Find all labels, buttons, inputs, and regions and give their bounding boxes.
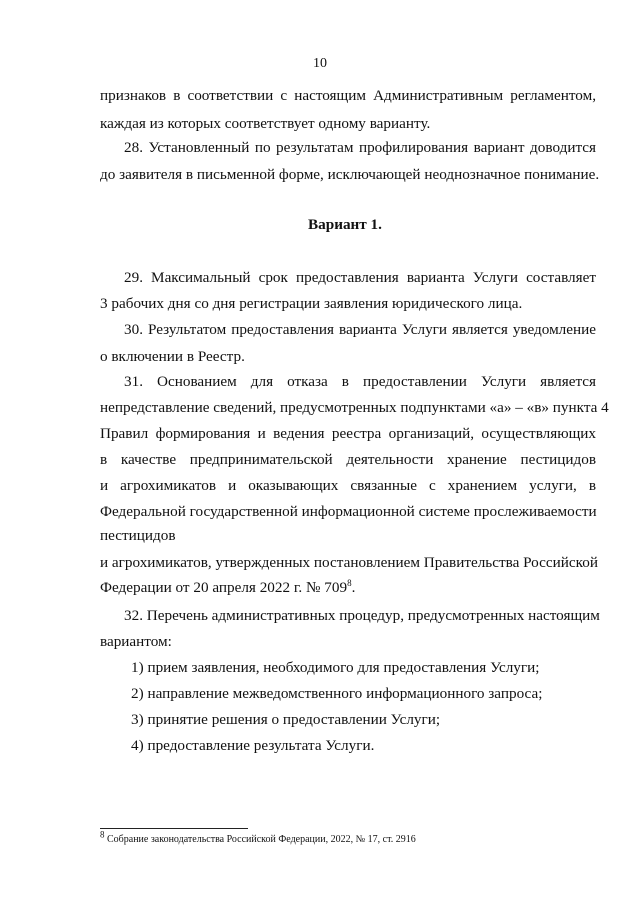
footnote-divider bbox=[100, 828, 248, 829]
text-line: Правил формирования и ведения реестра организаций, осуществляющих bbox=[100, 425, 596, 442]
text-line: в качестве предпринимательской деятельности хранение пестицидов bbox=[100, 451, 596, 468]
text-line: 32. Перечень административных процедур, предусмотренных настоящим bbox=[124, 607, 600, 624]
list-item: 3) принятие решения о предоставлении Услуги; bbox=[131, 711, 441, 728]
section-heading: Вариант 1. bbox=[308, 216, 382, 233]
list-item: 2) направление межведомственного информационного запроса; bbox=[131, 685, 543, 702]
footnote-number: 8 bbox=[100, 829, 105, 840]
text-line-content: Федерации от 20 апреля 2022 г. № 709 bbox=[100, 579, 348, 596]
text-line: 31. Основанием для отказа в предоставлении Услуги является bbox=[124, 373, 596, 390]
text-line: 3 рабочих дня со дня регистрации заявления юридического лица. bbox=[100, 295, 523, 312]
text-line: каждая из которых соответствует одному варианту. bbox=[100, 115, 431, 132]
footnote-text: Собрание законодательства Российской Федерации, 2022, № 17, ст. 2916 bbox=[107, 834, 416, 845]
page-number: 10 bbox=[313, 56, 327, 71]
text-line: непредставление сведений, предусмотренных подпунктами «а» – «в» пункта 4 bbox=[100, 399, 609, 416]
text-line: Федерации от 20 апреля 2022 г. № $709^8$. bbox=[100, 577, 356, 596]
text-line: признаков в соответствии с настоящим Административным регламентом, bbox=[100, 87, 596, 104]
footnote-marker: 8 bbox=[347, 577, 352, 588]
footnote bbox=[100, 829, 416, 845]
text-line: до заявителя в письменной форме, исключающей неоднозначное понимание. bbox=[100, 166, 600, 183]
text-line: и агрохимикатов и оказывающих связанные с хранением услуги, в bbox=[100, 477, 596, 494]
list-item: 4) предоставление результата Услуги. bbox=[131, 737, 375, 754]
text-line: вариантом: bbox=[100, 633, 172, 650]
text-line: 28. Установленный по результатам профилирования вариант доводится bbox=[124, 139, 596, 156]
text-line: и агрохимикатов, утвержденных постановлением Правительства Российской bbox=[100, 554, 598, 571]
list-item: 1) прием заявления, необходимого для предоставления Услуги; bbox=[131, 659, 540, 676]
text-line: о включении в Реестр. bbox=[100, 348, 245, 365]
text-line: 30. Результатом предоставления варианта Услуги является уведомление bbox=[124, 321, 596, 338]
text-line: пестицидов bbox=[100, 527, 176, 544]
text-line: 29. Максимальный срок предоставления варианта Услуги составляет bbox=[124, 269, 596, 286]
text-line: Федеральной государственной информационной системе прослеживаемости bbox=[100, 503, 597, 520]
